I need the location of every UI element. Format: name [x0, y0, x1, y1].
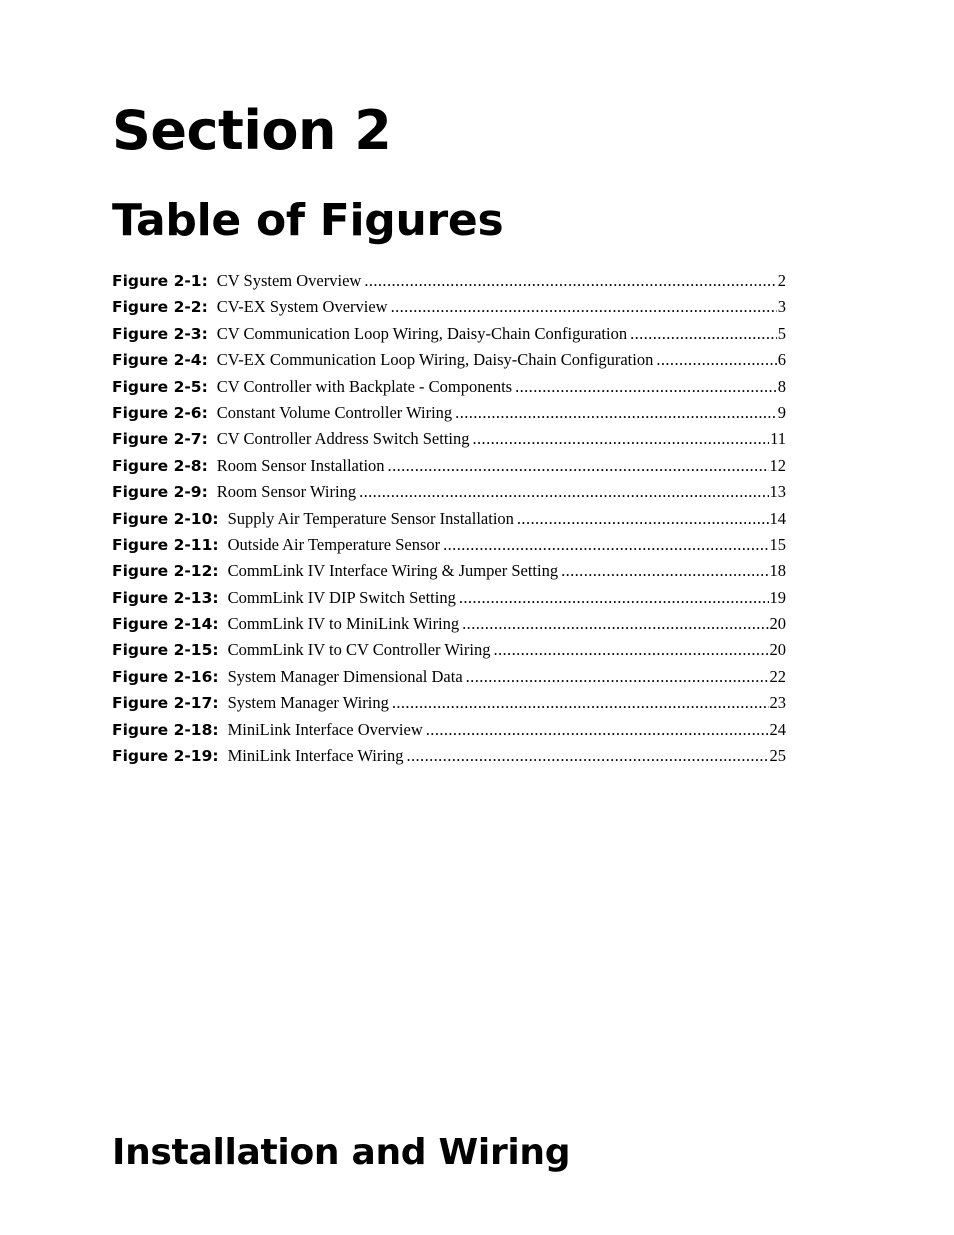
figure-page-number: 11: [770, 429, 786, 449]
figure-page-number: 18: [769, 561, 786, 581]
dot-leader: [462, 614, 768, 634]
dot-leader: [443, 535, 768, 555]
figure-title: MiniLink Interface Wiring: [227, 746, 404, 766]
figure-title: System Manager Dimensional Data: [227, 666, 463, 686]
figure-label: Figure 2-9:: [112, 483, 208, 502]
dot-leader: [426, 720, 769, 740]
footer-title: Installation and Wiring: [112, 1132, 571, 1173]
toc-entry[interactable]: [112, 588, 786, 614]
dot-leader: [388, 456, 769, 476]
toc-entry[interactable]: [112, 403, 786, 429]
toc-entry[interactable]: [112, 509, 786, 535]
toc-entry[interactable]: [112, 456, 786, 482]
figure-title: Supply Air Temperature Sensor Installation: [227, 508, 514, 528]
toc-entry[interactable]: [112, 429, 786, 455]
figure-page-number: 8: [777, 376, 786, 396]
toc-entry[interactable]: [112, 535, 786, 561]
toc-entry[interactable]: [112, 561, 786, 587]
figure-page-number: 15: [769, 534, 786, 554]
figure-page-number: 24: [769, 719, 786, 739]
figure-page-number: 3: [777, 297, 786, 317]
figure-page-number: 2: [777, 271, 786, 290]
figure-page-number: 23: [769, 693, 786, 713]
toc-title: Table of Figures: [112, 195, 504, 246]
figure-title: CV Communication Loop Wiring, Daisy-Chain Configuration: [216, 323, 628, 343]
toc-entry[interactable]: [112, 614, 786, 640]
figure-title: Room Sensor Installation: [216, 455, 385, 475]
toc-entry[interactable]: [112, 746, 786, 772]
dot-leader: [473, 429, 770, 449]
figure-label: Figure 2-4:: [112, 351, 208, 370]
figure-label: Figure 2-14:: [112, 615, 219, 634]
figure-label: Figure 2-5:: [112, 377, 208, 396]
dot-leader: [392, 693, 769, 713]
figure-title: Constant Volume Controller Wiring: [216, 402, 453, 422]
figure-title: CV-EX System Overview: [216, 297, 388, 317]
figure-page-number: 20: [769, 614, 786, 634]
figure-page-number: 19: [769, 587, 786, 607]
figure-title: CV Controller Address Switch Setting: [216, 429, 470, 449]
figure-label: Figure 2-18:: [112, 720, 219, 739]
dot-leader: [391, 297, 777, 317]
dot-leader: [630, 324, 777, 344]
figure-label: Figure 2-17:: [112, 694, 219, 713]
table-of-figures-list: [112, 271, 786, 772]
figure-title: CV System Overview: [216, 271, 362, 290]
dot-leader: [493, 640, 768, 660]
figure-page-number: 9: [777, 402, 786, 422]
toc-entry[interactable]: [112, 693, 786, 719]
section-title: Section 2: [112, 99, 392, 162]
figure-title: CV-EX Communication Loop Wiring, Daisy-Chain Configuration: [216, 350, 654, 370]
toc-entry[interactable]: [112, 377, 786, 403]
figure-page-number: 5: [777, 323, 786, 343]
toc-entry[interactable]: [112, 640, 786, 666]
figure-label: Figure 2-11:: [112, 535, 219, 554]
dot-leader: [656, 350, 776, 370]
figure-label: Figure 2-2:: [112, 298, 208, 317]
figure-label: Figure 2-16:: [112, 667, 219, 686]
figure-label: Figure 2-15:: [112, 641, 219, 660]
dot-leader: [406, 746, 768, 766]
figure-label: Figure 2-6:: [112, 403, 208, 422]
figure-label: Figure 2-7:: [112, 430, 208, 449]
toc-entry[interactable]: [112, 667, 786, 693]
toc-entry[interactable]: [112, 297, 786, 323]
dot-leader: [459, 588, 769, 608]
figure-label: Figure 2-1:: [112, 272, 208, 290]
figure-page-number: 14: [769, 508, 786, 528]
figure-page-number: 25: [769, 746, 786, 766]
toc-entry[interactable]: [112, 271, 786, 297]
figure-page-number: 13: [769, 482, 786, 502]
dot-leader: [364, 271, 776, 291]
toc-entry[interactable]: [112, 350, 786, 376]
toc-entry[interactable]: [112, 482, 786, 508]
figure-title: MiniLink Interface Overview: [227, 719, 423, 739]
toc-entry[interactable]: [112, 324, 786, 350]
dot-leader: [455, 403, 777, 423]
figure-label: Figure 2-3:: [112, 324, 208, 343]
figure-page-number: 6: [777, 350, 786, 370]
dot-leader: [517, 509, 769, 529]
toc-entry[interactable]: [112, 720, 786, 746]
figure-title: CommLink IV to CV Controller Wiring: [227, 640, 491, 660]
figure-label: Figure 2-19:: [112, 747, 219, 766]
figure-page-number: 20: [769, 640, 786, 660]
figure-title: Outside Air Temperature Sensor: [227, 534, 441, 554]
dot-leader: [561, 561, 768, 581]
figure-title: CommLink IV to MiniLink Wiring: [227, 614, 460, 634]
figure-title: CV Controller with Backplate - Components: [216, 376, 513, 396]
figure-title: CommLink IV Interface Wiring & Jumper Setting: [227, 561, 559, 581]
figure-label: Figure 2-10:: [112, 509, 219, 528]
figure-page-number: 22: [769, 666, 786, 686]
figure-title: System Manager Wiring: [227, 693, 389, 713]
figure-title: CommLink IV DIP Switch Setting: [227, 587, 456, 607]
dot-leader: [466, 667, 769, 687]
figure-label: Figure 2-13:: [112, 588, 219, 607]
figure-label: Figure 2-12:: [112, 562, 219, 581]
dot-leader: [359, 482, 768, 502]
figure-page-number: 12: [769, 455, 786, 475]
dot-leader: [515, 377, 777, 397]
figure-title: Room Sensor Wiring: [216, 482, 357, 502]
figure-label: Figure 2-8:: [112, 456, 208, 475]
